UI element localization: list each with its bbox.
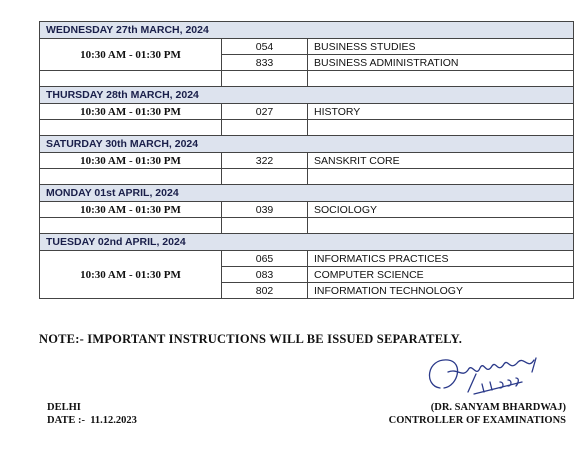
- table-row: [40, 39, 574, 55]
- date-text: DATE :- 11.12.2023: [47, 415, 137, 426]
- day-heading: THURSDAY 28th MARCH, 2024: [40, 87, 574, 104]
- day-header-row: [40, 185, 574, 202]
- exam-time: 10:30 AM - 01:30 PM: [40, 39, 222, 71]
- place-date-block: [47, 401, 137, 427]
- day-header-row: [40, 22, 574, 39]
- day-heading: MONDAY 01st APRIL, 2024: [40, 185, 574, 202]
- day-heading: SATURDAY 30th MARCH, 2024: [40, 136, 574, 153]
- subject-code: 083: [222, 267, 308, 283]
- subject-code: 802: [222, 283, 308, 299]
- table-row: [40, 202, 574, 218]
- subject-name: SANSKRIT CORE: [308, 153, 574, 169]
- subject-name: INFORMATICS PRACTICES: [308, 251, 574, 267]
- subject-name: BUSINESS STUDIES: [308, 39, 574, 55]
- subject-name: HISTORY: [308, 104, 574, 120]
- table-row: [40, 251, 574, 267]
- day-heading: WEDNESDAY 27th MARCH, 2024: [40, 22, 574, 39]
- exam-time: 10:30 AM - 01:30 PM: [40, 153, 222, 169]
- subject-code: 065: [222, 251, 308, 267]
- table-row: [40, 104, 574, 120]
- signer-name: (DR. SANYAM BHARDWAJ): [430, 402, 566, 413]
- day-header-row: [40, 136, 574, 153]
- place-text: DELHI: [47, 402, 81, 413]
- subject-code: 027: [222, 104, 308, 120]
- exam-schedule-table: [39, 21, 574, 299]
- day-header-row: [40, 234, 574, 251]
- exam-time: 10:30 AM - 01:30 PM: [40, 251, 222, 299]
- table-row: [40, 153, 574, 169]
- day-heading: TUESDAY 02nd APRIL, 2024: [40, 234, 574, 251]
- subject-name: BUSINESS ADMINISTRATION: [308, 55, 574, 71]
- subject-code: 039: [222, 202, 308, 218]
- important-note: NOTE:- IMPORTANT INSTRUCTIONS WILL BE ISSUED SEPARATELY.: [39, 332, 463, 346]
- subject-code: 054: [222, 39, 308, 55]
- signatory-block: [389, 401, 566, 427]
- subject-name: INFORMATION TECHNOLOGY: [308, 283, 574, 299]
- subject-name: SOCIOLOGY: [308, 202, 574, 218]
- exam-time: 10:30 AM - 01:30 PM: [40, 202, 222, 218]
- signer-title: CONTROLLER OF EXAMINATIONS: [388, 415, 566, 426]
- spacer-row: [40, 218, 574, 234]
- day-header-row: [40, 87, 574, 104]
- exam-time: 10:30 AM - 01:30 PM: [40, 104, 222, 120]
- spacer-row: [40, 120, 574, 136]
- spacer-row: [40, 169, 574, 185]
- spacer-row: [40, 71, 574, 87]
- signature-icon: [418, 348, 553, 406]
- subject-name: COMPUTER SCIENCE: [308, 267, 574, 283]
- subject-code: 833: [222, 55, 308, 71]
- subject-code: 322: [222, 153, 308, 169]
